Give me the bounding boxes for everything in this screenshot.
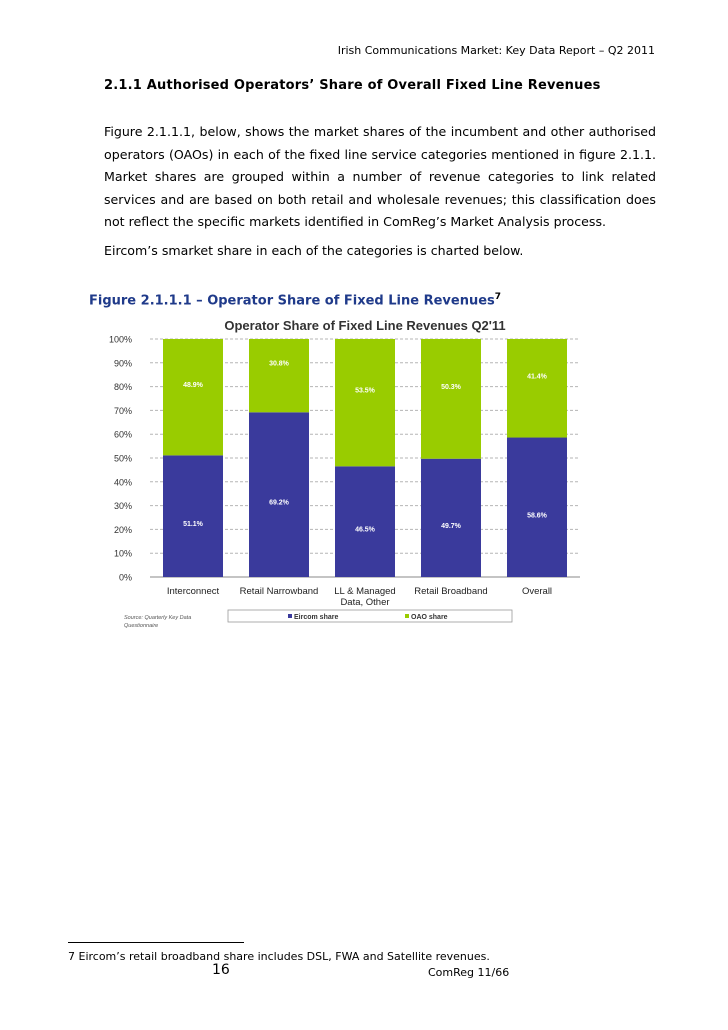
section-heading: 2.1.1 Authorised Operators’ Share of Overall Fixed Line Revenues bbox=[104, 78, 601, 93]
bar-eircom bbox=[163, 455, 223, 577]
x-tick-label: Overall bbox=[521, 586, 553, 597]
x-tick-label: Retail Narrowband bbox=[239, 586, 319, 597]
x-tick-label: Data, Other bbox=[340, 597, 390, 608]
bar-oao bbox=[507, 339, 567, 438]
y-tick-label: 100% bbox=[108, 334, 132, 345]
legend-label: OAO share bbox=[411, 614, 448, 621]
y-tick-label: 20% bbox=[113, 524, 132, 535]
data-label: 49.7% bbox=[441, 522, 461, 530]
body-paragraph-2: Eircom’s smarket share in each of the categories is charted below. bbox=[104, 243, 524, 258]
y-tick-label: 60% bbox=[113, 429, 132, 440]
legend-swatch bbox=[405, 614, 409, 618]
data-label: 69.2% bbox=[269, 499, 289, 507]
legend-label: Eircom share bbox=[294, 614, 339, 621]
x-tick-label: LL & Managed bbox=[334, 586, 396, 597]
y-tick-label: 70% bbox=[113, 405, 132, 416]
footnote-rule bbox=[68, 942, 244, 943]
data-label: 41.4% bbox=[527, 373, 547, 381]
chart-source: Source: Quarterly Key Data bbox=[124, 615, 192, 621]
y-tick-label: 80% bbox=[113, 382, 132, 393]
figure-caption-text: Figure 2.1.1.1 – Operator Share of Fixed Line Revenues bbox=[89, 293, 495, 309]
y-tick-label: 50% bbox=[113, 453, 132, 464]
footnote-marker: 7 bbox=[494, 292, 502, 302]
legend-box bbox=[228, 610, 512, 622]
data-label: 46.5% bbox=[355, 526, 375, 534]
bar-oao bbox=[163, 339, 223, 455]
bar-oao bbox=[421, 339, 481, 459]
chart-svg bbox=[100, 310, 600, 630]
y-tick-label: 30% bbox=[113, 501, 132, 512]
document-reference: ComReg 11/66 bbox=[428, 966, 510, 979]
y-tick-label: 10% bbox=[113, 548, 132, 559]
y-tick-label: 90% bbox=[113, 358, 132, 369]
bar-eircom bbox=[421, 459, 481, 577]
data-label: 30.8% bbox=[269, 360, 289, 368]
stacked-bar-chart bbox=[100, 310, 600, 630]
page-number: 16 bbox=[212, 962, 230, 978]
y-tick-label: 0% bbox=[118, 572, 132, 583]
bar-eircom bbox=[249, 412, 309, 577]
data-label: 51.1% bbox=[183, 521, 203, 529]
figure-caption bbox=[89, 292, 501, 308]
footnote-text: 7 Eircom’s retail broadband share includes DSL, FWA and Satellite revenues. bbox=[68, 950, 490, 963]
x-tick-label: Retail Broadband bbox=[414, 586, 488, 597]
bar-oao bbox=[249, 339, 309, 412]
data-label: 50.3% bbox=[441, 383, 461, 391]
x-tick-label: Interconnect bbox=[166, 586, 220, 597]
body-paragraph: Figure 2.1.1.1, below, shows the market shares of the incumbent and other authorised operators (OAOs) in each of the fixed line service categories mentioned in figure 2.1.1. Market shares are grouped within a number of revenue categories to link related services and are based on both retail and wholesale revenues; this classification does not reflect the specific markets identified in ComReg’s Market Analysis process. bbox=[104, 124, 656, 229]
legend-swatch bbox=[288, 614, 292, 618]
data-label: 48.9% bbox=[183, 382, 203, 390]
chart-source: Questionnaire bbox=[124, 623, 159, 629]
y-tick-label: 40% bbox=[113, 477, 132, 488]
bar-eircom bbox=[335, 466, 395, 577]
data-label: 53.5% bbox=[355, 387, 375, 395]
chart-title: Operator Share of Fixed Line Revenues Q2'11 bbox=[224, 318, 506, 333]
bar-oao bbox=[335, 339, 395, 466]
bar-eircom bbox=[507, 438, 567, 577]
data-label: 58.6% bbox=[527, 512, 547, 520]
running-header: Irish Communications Market: Key Data Report – Q2 2011 bbox=[337, 44, 655, 57]
